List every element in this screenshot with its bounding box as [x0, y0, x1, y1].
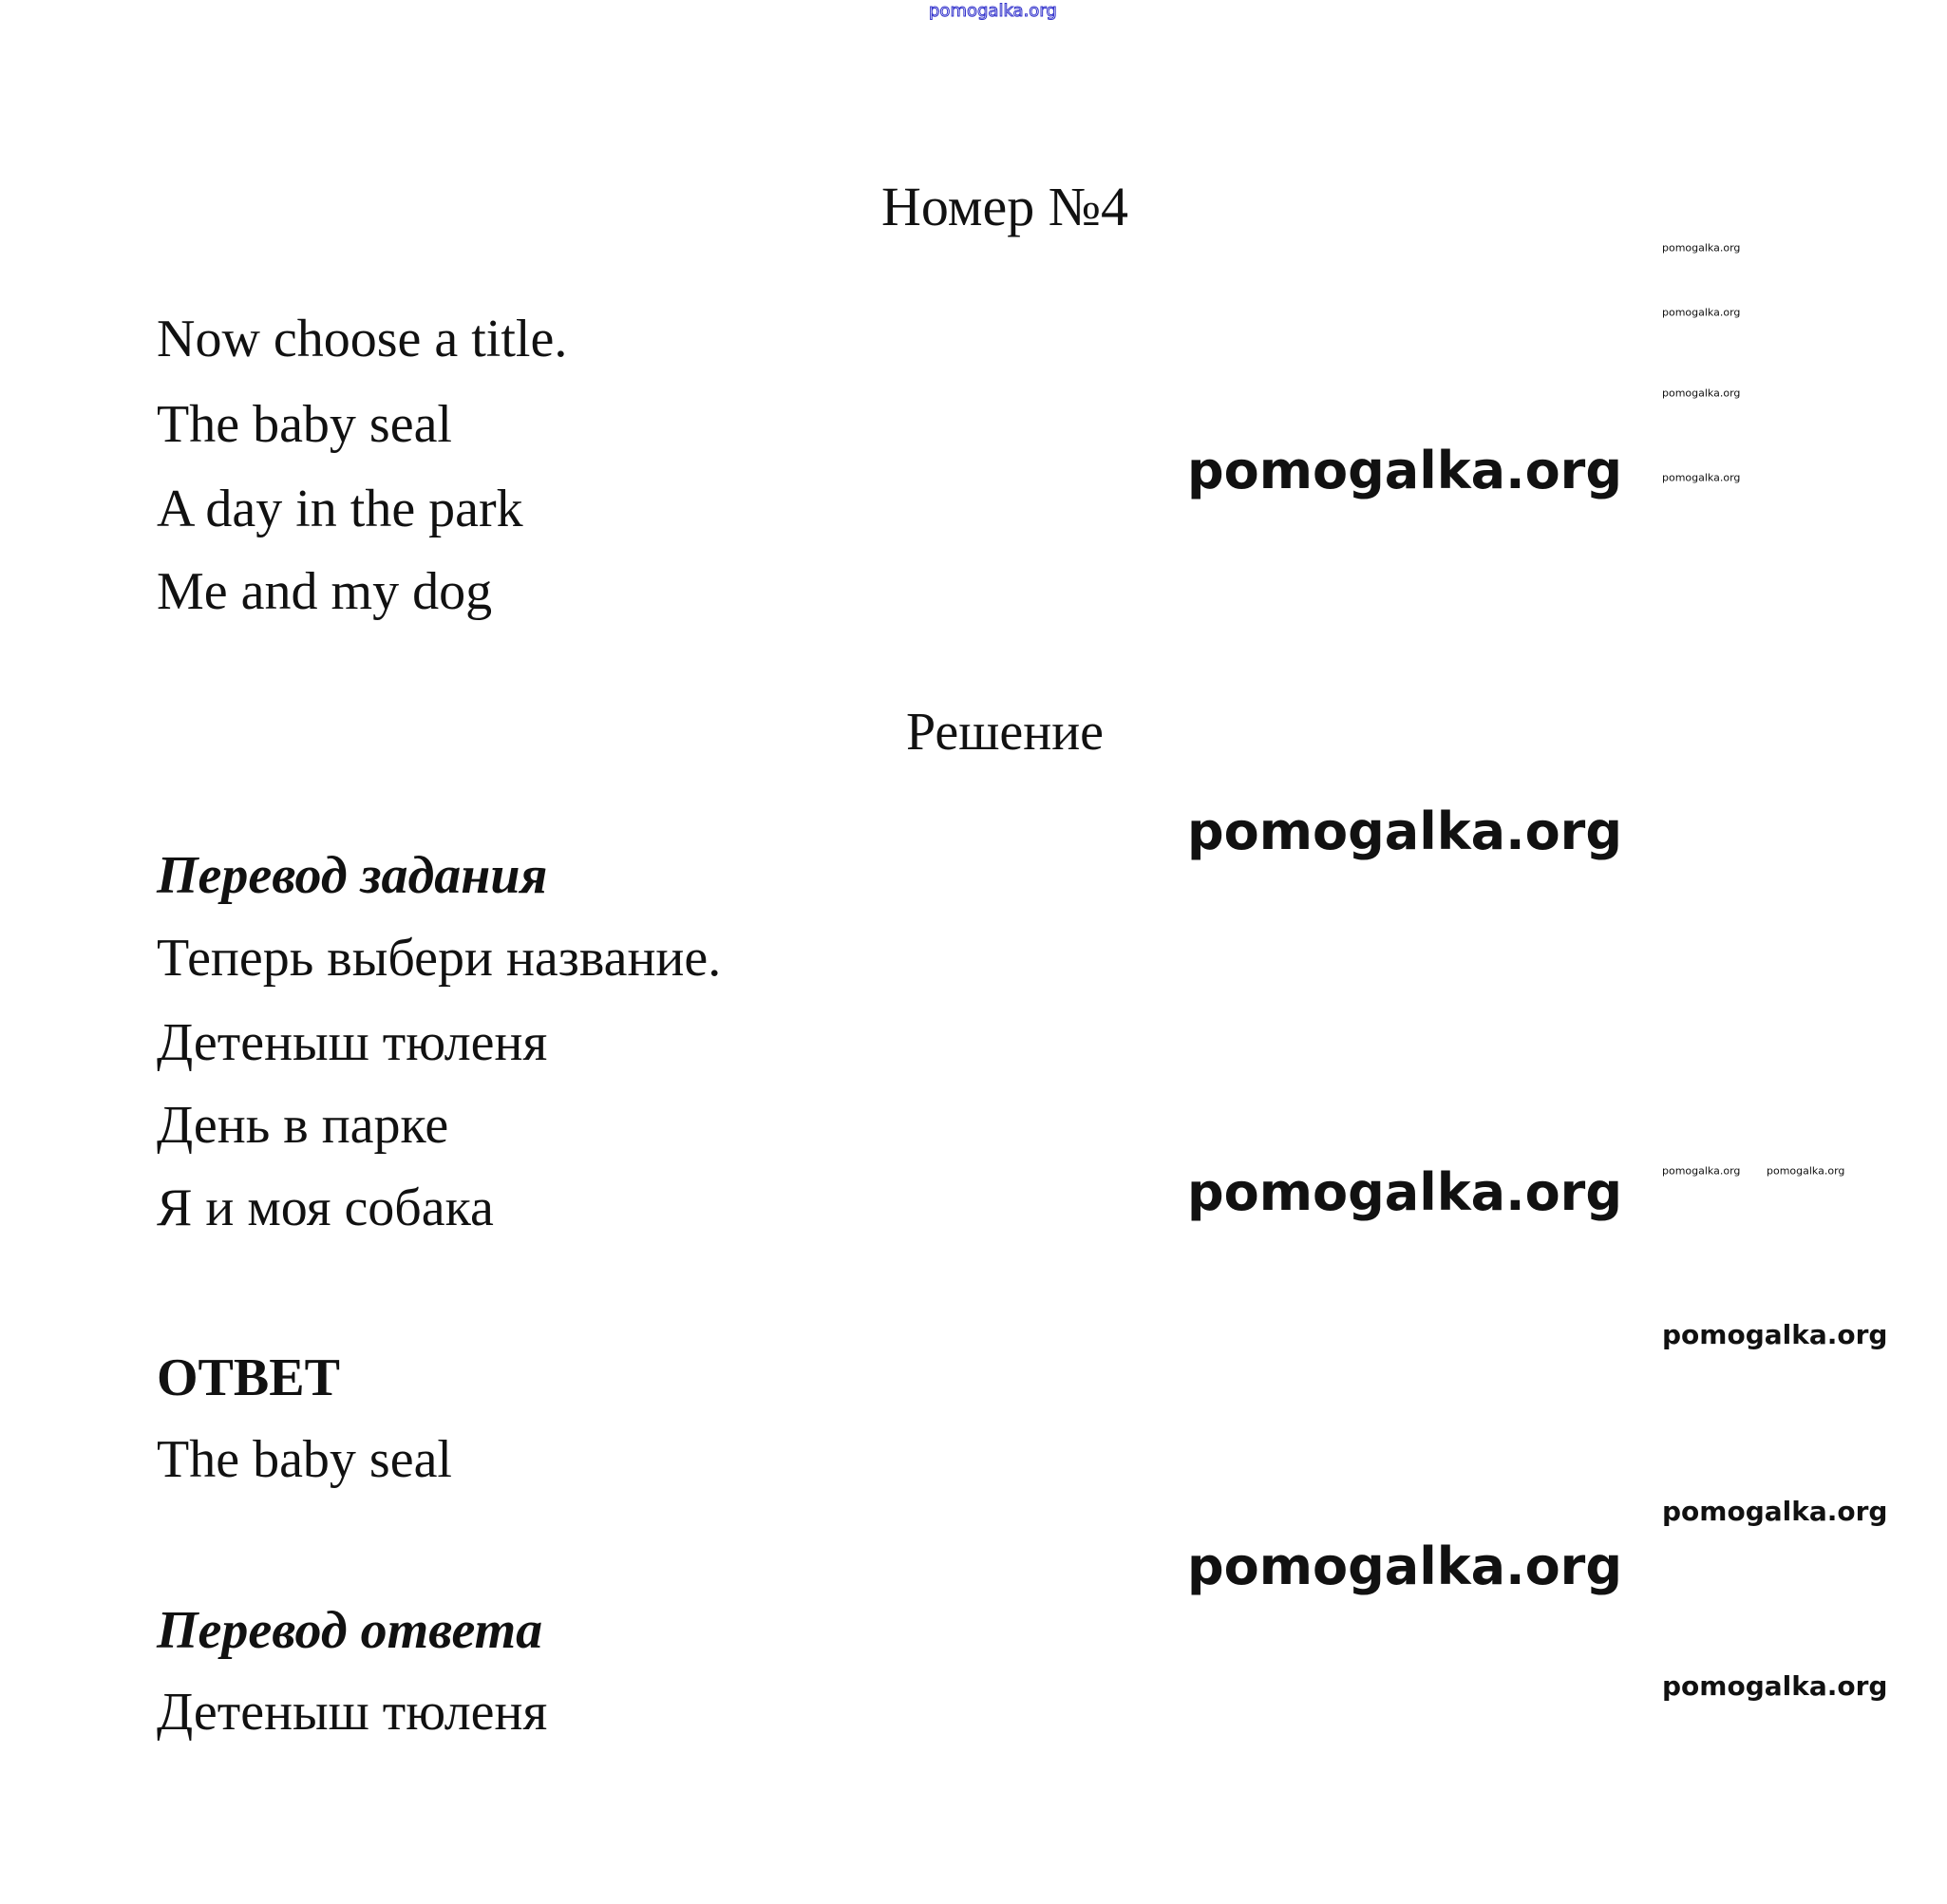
- watermark: pomogalka.org: [1662, 386, 1741, 400]
- answer-text: The baby seal: [157, 1430, 452, 1489]
- watermark-top: pomogalka.org: [929, 1, 1057, 21]
- watermark: pomogalka.org: [1187, 1162, 1622, 1222]
- watermark: pomogalka.org: [1187, 801, 1622, 861]
- task-option: A day in the park: [157, 480, 523, 538]
- translation-option: Детеныш тюленя: [157, 1013, 548, 1072]
- watermark: pomogalka.org: [1187, 441, 1622, 500]
- answer-heading: ОТВЕТ: [157, 1348, 340, 1407]
- translation-option: Я и моя собака: [157, 1178, 494, 1237]
- watermark: pomogalka.org: [1662, 471, 1741, 484]
- watermark: pomogalka.org: [1767, 1164, 1845, 1178]
- page-title: Номер №4: [880, 176, 1129, 237]
- answer-translation-text: Детеныш тюленя: [157, 1683, 548, 1742]
- translation-heading: Перевод задания: [157, 846, 548, 905]
- watermark: pomogalka.org: [1662, 1670, 1888, 1702]
- watermark: pomogalka.org: [1662, 306, 1741, 319]
- translation-prompt: Теперь выбери название.: [157, 929, 722, 988]
- watermark: pomogalka.org: [1662, 1496, 1888, 1527]
- translation-option: День в парке: [157, 1096, 449, 1155]
- task-prompt: Now choose a title.: [157, 310, 568, 368]
- task-option: Me and my dog: [157, 562, 493, 621]
- task-option: The baby seal: [157, 395, 452, 454]
- watermark: pomogalka.org: [1662, 1164, 1741, 1178]
- solution-heading: Решение: [905, 703, 1105, 762]
- watermark: pomogalka.org: [1662, 241, 1741, 254]
- watermark: pomogalka.org: [1187, 1536, 1622, 1596]
- watermark: pomogalka.org: [1662, 1319, 1888, 1350]
- answer-translation-heading: Перевод ответа: [157, 1601, 543, 1660]
